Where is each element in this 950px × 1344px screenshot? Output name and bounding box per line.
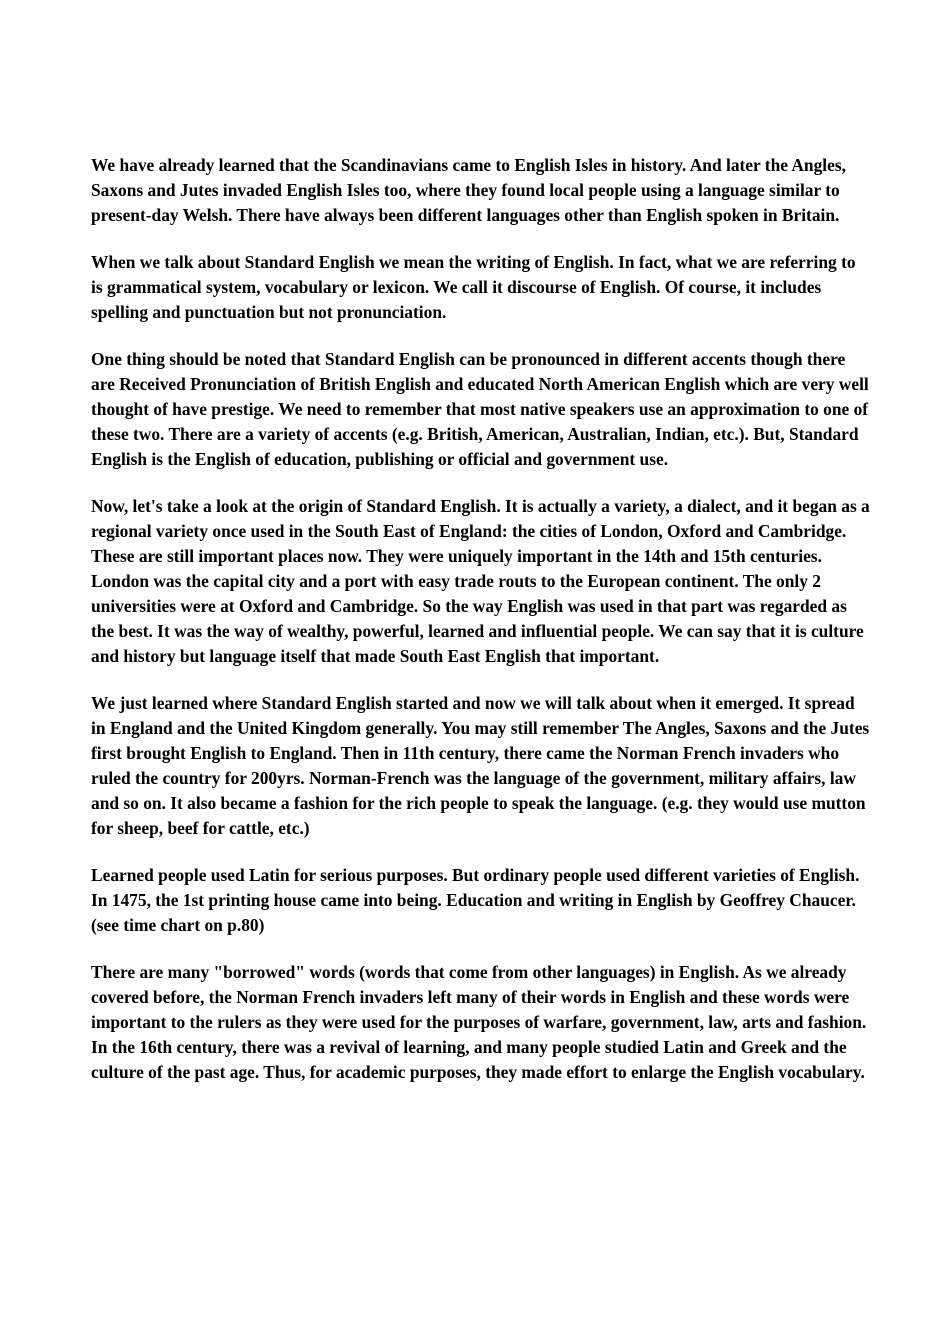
document-body (91, 153, 871, 1107)
paragraph-borrowed-words: There are many "borrowed" words (words that come from other languages) in English. As we already covered before, the Norman French invaders left many of their words in English and these words were important to the rulers as they were used for the purposes of warfare, government, law, arts and fashion. In the 16th century, there was a revival of learning, and many people studied Latin and Greek and the culture of the past age. Thus, for academic purposes, they made effort to enlarge the English vocabulary. (91, 962, 867, 1082)
paragraph-accents: One thing should be noted that Standard English can be pronounced in different accents though there are Received Pronunciation of British English and educated North American English which are very well thought of have prestige. We need to remember that most native speakers use an approximation to one of these two. There are a variety of accents (e.g. British, American, Australian, Indian, etc.). But, Standard English is the English of education, publishing or official and government use. (91, 349, 869, 469)
paragraph-emergence: We just learned where Standard English started and now we will talk about when it emerged. It spread in England and the United Kingdom generally. You may still remember The Angles, Saxons and the Jutes first brought English to England. Then in 11th century, there came the Norman French invaders who ruled the country for 200yrs. Norman-French was the language of the government, military affairs, law and so on. It also became a fashion for the rich people to speak the language. (e.g. they would use mutton for sheep, beef for cattle, etc.) (91, 693, 870, 838)
paragraph-origin: Now, let's take a look at the origin of Standard English. It is actually a variety, a dialect, and it began as a regional variety once used in the South East of England: the cities of London, Oxford and Cambridge. These are still important places now. They were uniquely important in the 14th and 15th centuries. London was the capital city and a port with easy trade routs to the European continent. The only 2 universities were at Oxford and Cambridge. So the way English was used in that part was regarded as the best. It was the way of wealthy, powerful, learned and influential people. We can say that it is culture and history but language itself that made South East English that important. (91, 496, 870, 666)
paragraph-latin-printing: Learned people used Latin for serious purposes. But ordinary people used different varieties of English. In 1475, the 1st printing house came into being. Education and writing in English by Geoffrey Chaucer. (see time chart on p.80) (91, 865, 860, 935)
paragraph-scandinavians: We have already learned that the Scandinavians came to English Isles in history. And later the Angles, Saxons and Jutes invaded English Isles too, where they found local people using a language similar to present-day Welsh. There have always been different languages other than English spoken in Britain. (91, 155, 846, 225)
paragraph-standard-english-definition: When we talk about Standard English we mean the writing of English. In fact, what we are referring to is grammatical system, vocabulary or lexicon. We call it discourse of English. Of course, it includes spelling and punctuation but not pronunciation. (91, 252, 856, 322)
